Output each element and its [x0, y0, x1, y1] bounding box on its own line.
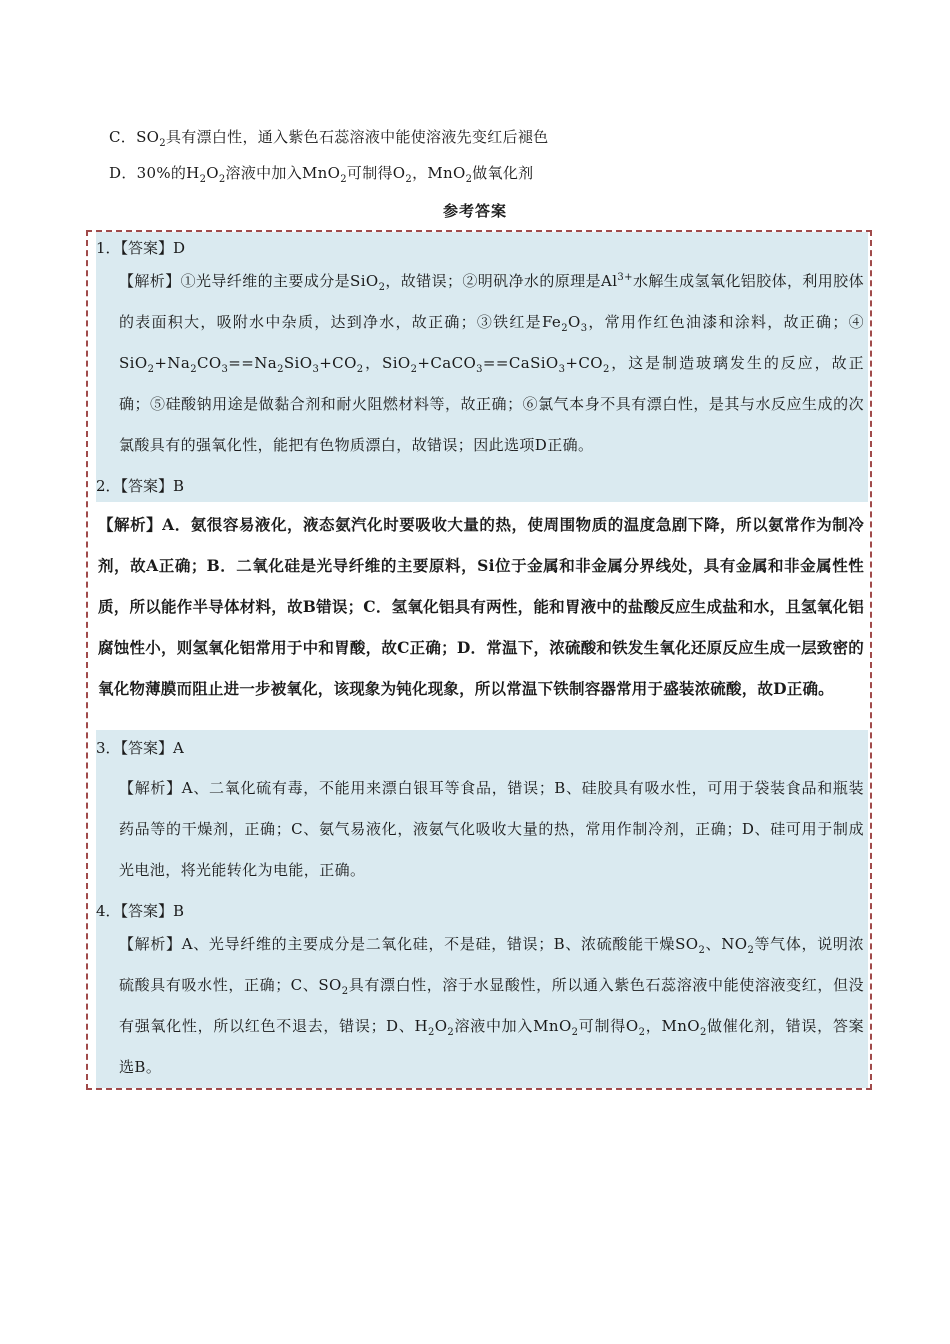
answer-1-explanation: 【解析】①光导纤维的主要成分是SiO$_2$，故错误；②明矾净水的原理是$Al^{3+}$水解生成氢氧化铝胶体，利用胶体的表面积大，吸附水中杂质，达到净水，故正确；③铁红是$Fe_2O_3$，常用作红色油漆和涂料，故正确；④ $SiO_2+Na_2CO_3==Na_2SiO_3+CO_2$，$SiO_2+CaCO_3==CaSiO_3+CO_2$，这是制造玻璃发生的反应，故正确；⑤硅酸钠用途是做黏合剂和耐火阻燃材料等，故正确；⑥氯气本身不具有漂白性，是其与水反应生成的次氯酸具有的强氧化性，能把有色物质漂白，故错误；因此选项D正确。: [119, 272, 864, 454]
reference-answer-heading: 参考答案: [442, 202, 507, 220]
option-d: D．30%的$H_2O_2$溶液中加入MnO$_2$可制得$O_2$，MnO$_2$做氧化剂: [109, 164, 534, 185]
answer-3-explanation: 【解析】A、二氧化硫有毒，不能用来漂白银耳等食品，错误；B、硅胶具有吸水性，可用于袋装食品和瓶装药品等的干燥剂，正确；C、氨气易液化，液氨气化吸收大量的热，常用作制冷剂，正确；D、硅可用于制成光电池，将光能转化为电能，正确。: [119, 779, 864, 879]
answer-3-number: 3．【答案】A: [96, 739, 184, 757]
answer-3-block: [96, 730, 868, 888]
option-c: C．$SO_2$具有漂白性，通入紫色石蕊溶液中能使溶液先变红后褪色: [109, 128, 549, 149]
answer-2-header-block: [96, 466, 868, 502]
answer-1-block: [96, 232, 868, 466]
answer-box: [86, 230, 872, 1090]
answer-4-number: 4．【答案】B: [96, 902, 185, 920]
answer-1-number: 1．【答案】D: [96, 239, 186, 257]
answer-4-explanation: 【解析】A、光导纤维的主要成分是二氧化硅，不是硅，错误；B、浓硫酸能干燥$SO_2$、$NO_2$等气体，说明浓硫酸具有吸水性，正确；C、$SO_2$具有漂白性，溶于水显酸性，所以通入紫色石蕊溶液中能使溶液变红，但没有强氧化性，所以红色不退去，错误；D、$H_2O_2$溶液中加入MnO$_2$可制得$O_2$，MnO$_2$做催化剂，错误，答案选B。: [119, 935, 864, 1076]
answer-4-block: [96, 888, 868, 1088]
answer-2-number: 2．【答案】B: [96, 477, 185, 495]
answer-2-block: [96, 502, 868, 730]
answer-2-explanation: 【解析】A．氨很容易液化，液态氨汽化时要吸收大量的热，使周围物质的温度急剧下降，所以氨常作为制冷剂，故A正确；B．二氧化硅是光导纤维的主要原料，Si位于金属和非金属分界线处，具有金属和非金属性性质，所以能作半导体材料，故B错误；C．氢氧化铝具有两性，能和胃液中的盐酸反应生成盐和水，且氢氧化铝腐蚀性小，则氢氧化铝常用于中和胃酸，故C正确；D．常温下，浓硫酸和铁发生氧化还原反应生成一层致密的氧化物薄膜而阻止进一步被氧化，该现象为钝化现象，所以常温下铁制容器常用于盛装浓硫酸，故D正确。: [98, 515, 864, 698]
